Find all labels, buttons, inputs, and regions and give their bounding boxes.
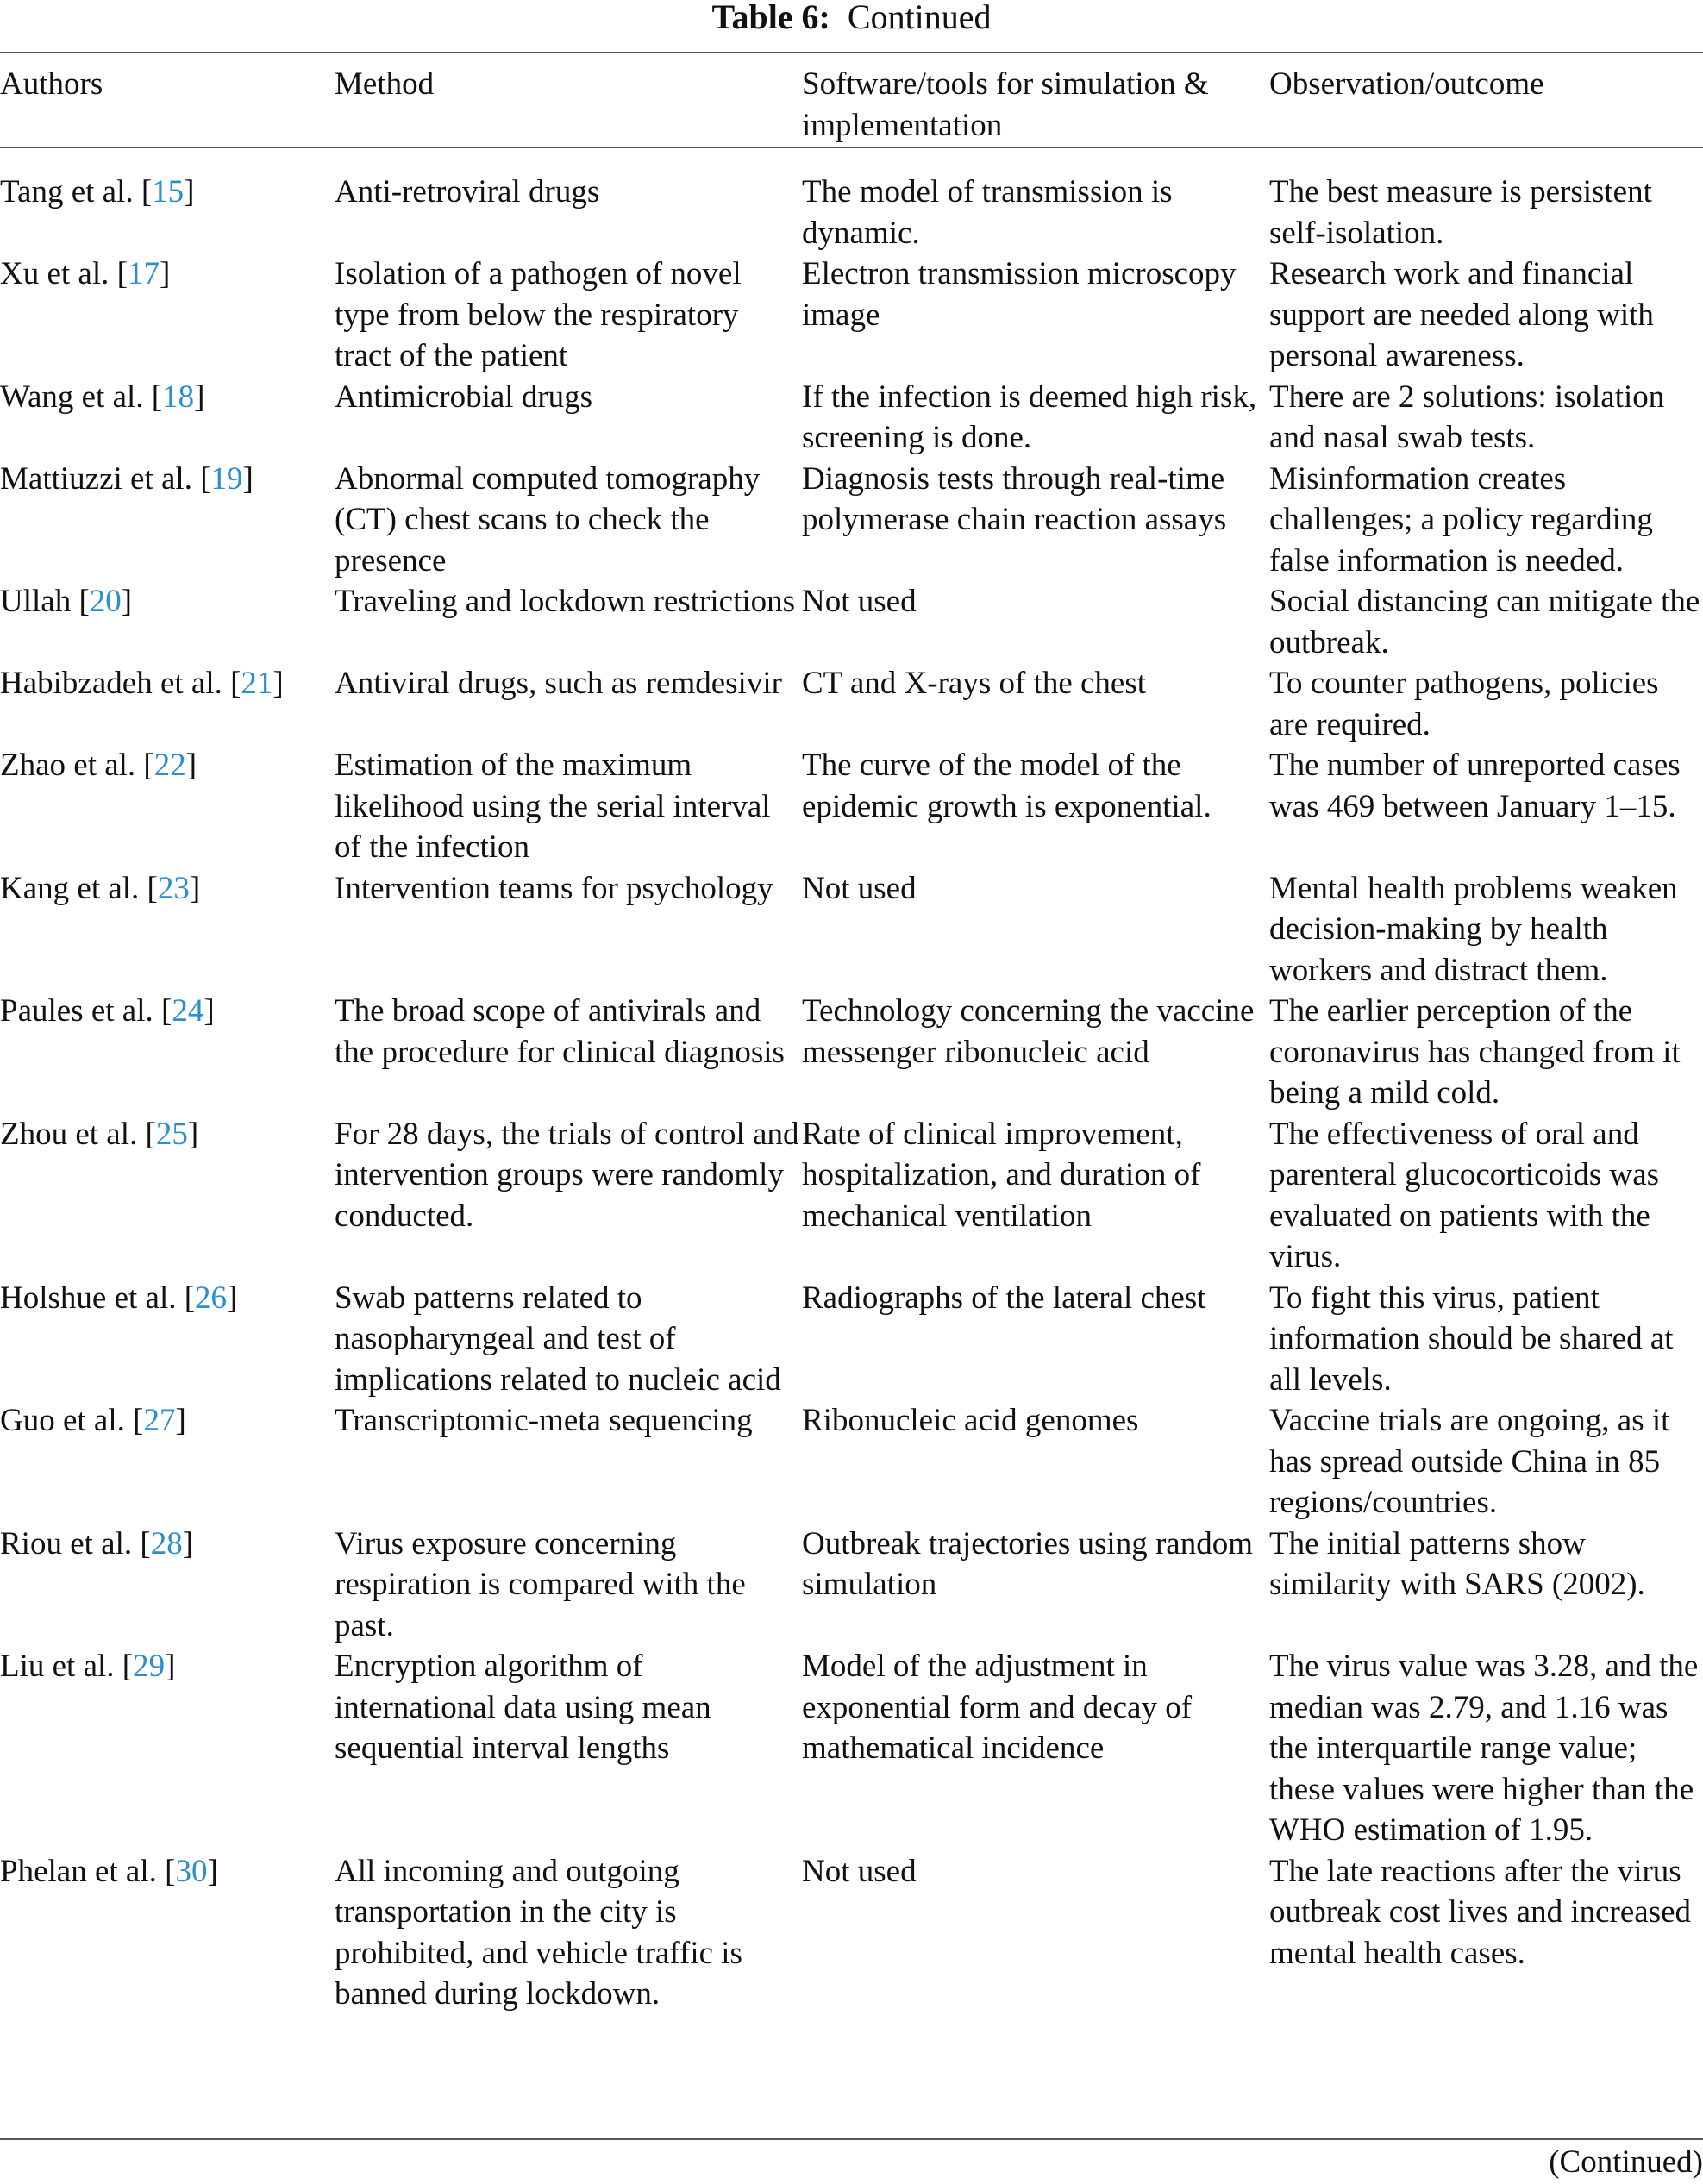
author-name: Paules et al. [ (0, 993, 172, 1029)
method-cell: Abnormal computed tomography (CT) chest scans to check the presence (335, 460, 761, 579)
author-cell (0, 991, 335, 1114)
method-cell: Encryption algorithm of international data using mean sequential interval lengths (335, 1649, 711, 1766)
citation-link[interactable]: 25 (155, 1116, 188, 1152)
method-cell: For 28 days, the trials of control and intervention groups were randomly conducted. (335, 1116, 799, 1234)
author-cell (0, 745, 335, 868)
author-bracket: ] (203, 993, 215, 1029)
author-bracket: ] (159, 256, 171, 291)
method-cell: Intervention teams for psychology (335, 870, 773, 906)
table-row (0, 745, 1703, 868)
software-cell: The model of transmission is dynamic. (802, 174, 1173, 251)
method-cell: Transcriptomic-meta sequencing (335, 1403, 753, 1438)
table-row (0, 459, 1703, 582)
software-cell: The curve of the model of the epidemic growth is exponential. (802, 748, 1212, 824)
author-name: Xu et al. [ (0, 256, 128, 291)
table-caption-text: Continued (847, 0, 992, 36)
author-cell (0, 663, 335, 745)
method-cell: Traveling and lockdown restrictions (335, 584, 796, 619)
observation-cell: The virus value was 3.28, and the median was 2.79, and 1.16 was the interquartile range value; these values were higher than the WHO estimation of 1.95. (1269, 1649, 1699, 1848)
citation-link[interactable]: 28 (150, 1525, 183, 1561)
table-row (0, 868, 1703, 992)
software-cell: Not used (802, 584, 917, 619)
author-cell (0, 581, 335, 663)
author-name: Habibzadeh et al. [ (0, 666, 241, 701)
table-row (0, 1278, 1703, 1401)
author-name: Guo et al. [ (0, 1403, 144, 1438)
method-cell: Estimation of the maximum likelihood using the serial interval of the infection (335, 748, 771, 865)
author-name: Riou et al. [ (0, 1525, 151, 1561)
citation-link[interactable]: 19 (210, 460, 243, 497)
citation-link[interactable]: 22 (153, 748, 186, 783)
observation-cell: Mental health problems weaken decision-making by health workers and distract them. (1269, 870, 1678, 988)
author-cell (0, 1114, 335, 1278)
observation-cell: There are 2 solutions: isolation and nasal swab tests. (1269, 379, 1665, 455)
observation-cell: Vaccine trials are ongoing, as it has spread outside China in 85 regions/countries. (1269, 1403, 1670, 1520)
header-authors: Authors (0, 66, 103, 102)
citation-link[interactable]: 29 (133, 1649, 166, 1684)
observation-cell: The number of unreported cases was 469 between January 1–15. (1269, 748, 1681, 824)
header-method: Method (335, 66, 435, 102)
software-cell: CT and X-rays of the chest (802, 666, 1147, 701)
table-row (0, 253, 1703, 377)
citation-link[interactable]: 21 (241, 666, 273, 701)
table-row (0, 1114, 1703, 1278)
method-cell: Isolation of a pathogen of novel type from below the respiratory tract of the patient (335, 256, 742, 373)
author-bracket: ] (185, 748, 197, 783)
author-cell (0, 1524, 335, 1647)
observation-cell: The initial patterns show similarity with SARS (2002). (1269, 1525, 1645, 1602)
software-cell: Model of the adjustment in exponential form and decay of mathematical incidence (802, 1649, 1193, 1766)
author-cell (0, 158, 335, 253)
citation-link[interactable]: 20 (89, 584, 122, 619)
author-name: Mattiuzzi et al. [ (0, 460, 211, 497)
author-cell (0, 1851, 335, 2015)
software-cell: If the infection is deemed high risk, screening is done. (802, 379, 1257, 455)
author-cell (0, 377, 335, 459)
observation-cell: Social distancing can mitigate the outbreak. (1269, 584, 1700, 660)
author-bracket: ] (184, 174, 195, 210)
software-cell: Technology concerning the vaccine messenger ribonucleic acid (802, 993, 1255, 1070)
method-cell: Antimicrobial drugs (335, 379, 593, 415)
author-bracket: ] (227, 1280, 238, 1316)
author-bracket: ] (187, 1116, 199, 1152)
method-cell: All incoming and outgoing transportation in the city is prohibited, and vehicle traffic is banned during lockdown. (335, 1853, 742, 2012)
software-cell: Diagnosis tests through real-time polymerase chain reaction assays (802, 460, 1227, 537)
header-software: Software/tools for simulation & implementation (802, 66, 1209, 143)
observation-cell: Research work and financial support are needed along with personal awareness. (1269, 256, 1654, 373)
citation-link[interactable]: 26 (195, 1280, 228, 1316)
author-bracket: ] (165, 1649, 176, 1684)
observation-cell: The late reactions after the virus outbreak cost lives and increased mental health cases. (1269, 1853, 1692, 1971)
header-observation: Observation/outcome (1269, 66, 1544, 102)
citation-link[interactable]: 30 (175, 1853, 208, 1889)
table-row (0, 663, 1703, 745)
citation-link[interactable]: 18 (162, 379, 195, 415)
author-bracket: ] (272, 666, 284, 701)
continued-note: (Continued) (1549, 2144, 1703, 2180)
author-name: Phelan et al. [ (0, 1853, 176, 1889)
author-bracket: ] (194, 379, 205, 415)
author-name: Ullah [ (0, 584, 90, 619)
author-cell (0, 253, 335, 377)
citation-link[interactable]: 15 (152, 174, 185, 210)
table-row (0, 1400, 1703, 1524)
author-name: Holshue et al. [ (0, 1280, 196, 1316)
observation-cell: Misinformation creates challenges; a policy regarding false information is needed. (1269, 460, 1653, 579)
author-name: Zhao et al. [ (0, 748, 154, 783)
citation-link[interactable]: 27 (143, 1403, 176, 1438)
author-name: Zhou et al. [ (0, 1116, 156, 1152)
author-cell (0, 459, 335, 582)
table-caption (0, 0, 1703, 38)
author-bracket: ] (242, 460, 254, 497)
author-name: Liu et al. [ (0, 1649, 134, 1684)
table-row (0, 377, 1703, 459)
method-cell: Antiviral drugs, such as remdesivir (335, 666, 782, 701)
author-bracket: ] (189, 870, 201, 906)
citation-link[interactable]: 17 (127, 256, 160, 291)
observation-cell: The effectiveness of oral and parenteral glucocorticoids was evaluated on patients with the virus. (1269, 1116, 1660, 1274)
author-cell (0, 1278, 335, 1401)
citation-link[interactable]: 24 (172, 993, 204, 1029)
author-bracket: ] (121, 584, 133, 619)
table-label: Table 6: (711, 0, 830, 36)
software-cell: Not used (802, 870, 917, 906)
table-row (0, 158, 1703, 253)
software-cell: Ribonucleic acid genomes (802, 1403, 1139, 1438)
author-bracket: ] (182, 1525, 194, 1561)
table-row (0, 991, 1703, 1114)
table-body (0, 158, 1703, 2015)
author-bracket: ] (207, 1853, 218, 1889)
author-name: Wang et al. [ (0, 379, 163, 415)
literature-table (0, 52, 1703, 2015)
software-cell: Outbreak trajectories using random simulation (802, 1525, 1253, 1602)
method-cell: Anti-retroviral drugs (335, 174, 600, 210)
method-cell: Swab patterns related to nasopharyngeal and test of implications related to nucleic acid (335, 1280, 781, 1398)
software-cell: Rate of clinical improvement, hospitalization, and duration of mechanical ventilation (802, 1116, 1201, 1234)
software-cell: Not used (802, 1853, 917, 1889)
table-row (0, 1646, 1703, 1851)
table-row (0, 1524, 1703, 1647)
method-cell: Virus exposure concerning respiration is compared with the past. (335, 1525, 746, 1643)
bottom-rule (0, 2138, 1703, 2140)
table-row (0, 581, 1703, 663)
author-cell (0, 868, 335, 992)
author-name: Kang et al. [ (0, 870, 158, 906)
software-cell: Radiographs of the lateral chest (802, 1280, 1206, 1316)
observation-cell: To counter pathogens, policies are required. (1269, 666, 1659, 742)
author-name: Tang et al. [ (0, 174, 153, 210)
header-row (0, 52, 1703, 158)
author-bracket: ] (175, 1403, 186, 1438)
table-row (0, 1851, 1703, 2015)
method-cell: The broad scope of antivirals and the procedure for clinical diagnosis (335, 993, 785, 1070)
observation-cell: The earlier perception of the coronavirus has changed from it being a mild cold. (1269, 993, 1681, 1111)
observation-cell: To fight this virus, patient information should be shared at all levels. (1269, 1280, 1674, 1398)
software-cell: Electron transmission microscopy image (802, 256, 1237, 333)
author-cell (0, 1400, 335, 1524)
observation-cell: The best measure is persistent self-isolation. (1269, 174, 1652, 251)
citation-link[interactable]: 23 (157, 870, 190, 906)
author-cell (0, 1646, 335, 1851)
